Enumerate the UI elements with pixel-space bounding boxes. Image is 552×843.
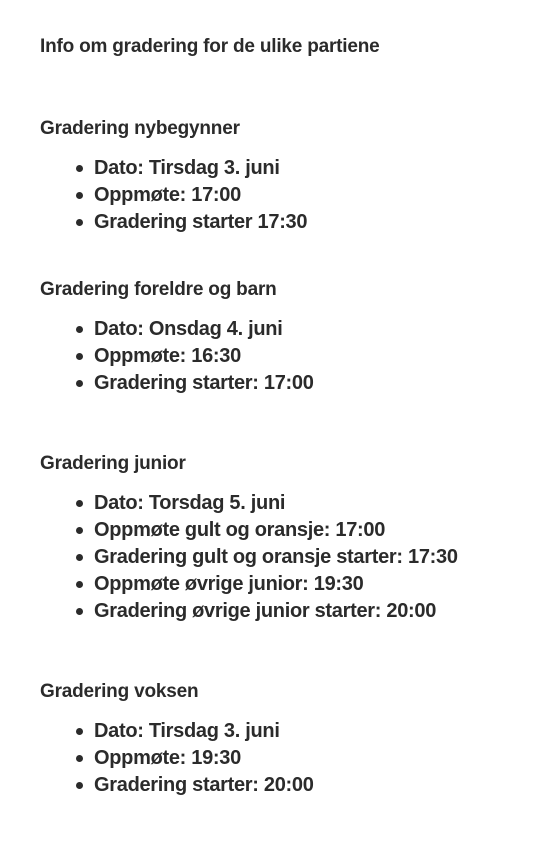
page-title: Info om gradering for de ulike partiene [40,36,380,57]
list-item: Gradering øvrige junior starter: 20:00 [40,598,540,625]
section-title: Gradering junior [40,453,186,474]
bullet-icon [76,581,83,588]
section-title: Gradering nybegynner [40,118,240,139]
list-item: Dato: Torsdag 5. juni [40,490,540,517]
list-item: Oppmøte gult og oransje: 17:00 [40,517,540,544]
bullet-icon [76,755,83,762]
bullet-icon [76,608,83,615]
list-item: Oppmøte: 17:00 [40,182,540,209]
bullet-list [40,718,540,799]
list-item: Oppmøte: 19:30 [40,745,540,772]
bullet-icon [76,219,83,226]
section-voksen [40,680,540,799]
section-junior [40,452,540,625]
list-item: Oppmøte: 16:30 [40,343,540,370]
list-item: Gradering gult og oransje starter: 17:30 [40,544,540,571]
list-item: Dato: Tirsdag 3. juni [40,718,540,745]
section-title: Gradering voksen [40,681,199,702]
bullet-icon [76,554,83,561]
bullet-icon [76,380,83,387]
bullet-icon [76,165,83,172]
list-item: Oppmøte øvrige junior: 19:30 [40,571,540,598]
bullet-icon [76,728,83,735]
section-nybegynner [40,117,540,236]
list-item: Gradering starter 17:30 [40,209,540,236]
list-item: Gradering starter: 20:00 [40,772,540,799]
list-item: Dato: Tirsdag 3. juni [40,155,540,182]
bullet-icon [76,527,83,534]
bullet-list [40,316,540,397]
list-item: Dato: Onsdag 4. juni [40,316,540,343]
bullet-icon [76,192,83,199]
bullet-icon [76,782,83,789]
section-foreldre-og-barn [40,278,540,397]
section-title: Gradering foreldre og barn [40,279,277,300]
bullet-list [40,155,540,236]
bullet-list [40,490,540,625]
bullet-icon [76,353,83,360]
bullet-icon [76,326,83,333]
list-item: Gradering starter: 17:00 [40,370,540,397]
bullet-icon [76,500,83,507]
